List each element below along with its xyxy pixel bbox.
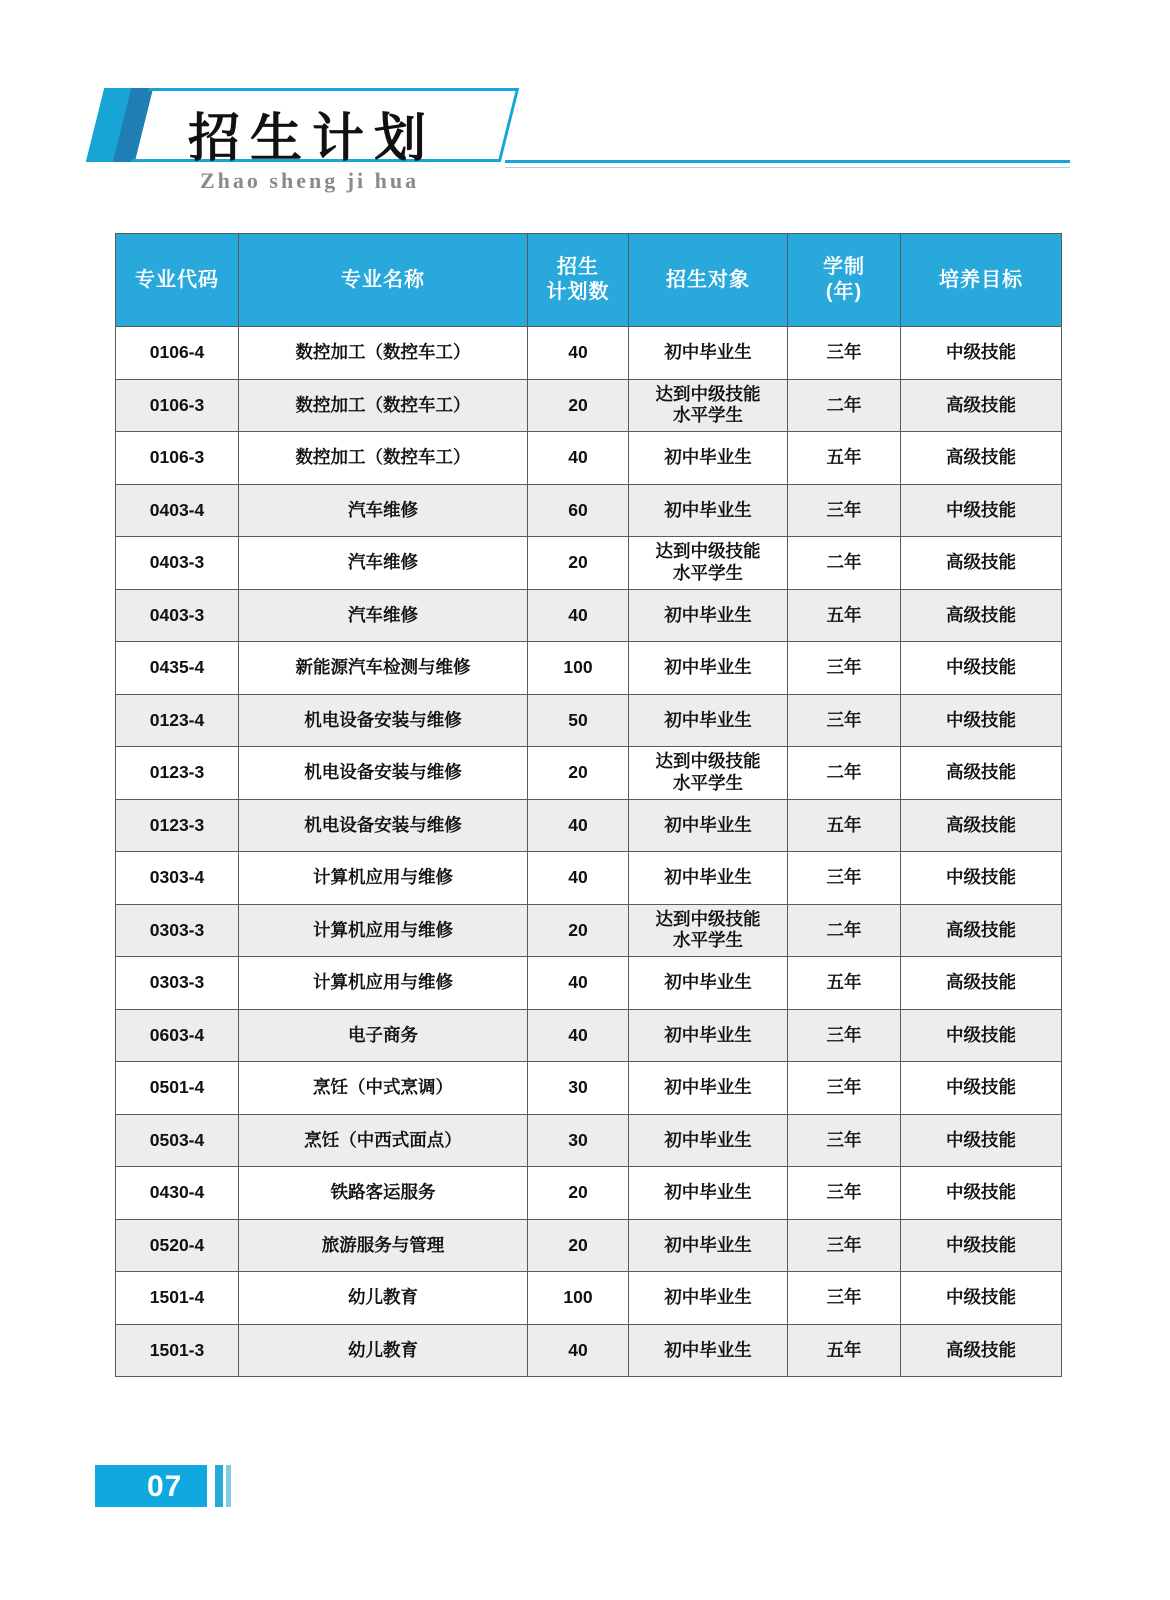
table-row	[116, 1272, 1062, 1325]
page-title: 招生计划	[188, 111, 437, 168]
column-header-line: 招生对象	[666, 268, 750, 291]
cell-duration: 三年	[788, 642, 901, 695]
cell-line: 初中毕业生	[664, 1287, 752, 1308]
cell-duration: 三年	[788, 694, 901, 747]
cell-goal: 中级技能	[901, 1009, 1062, 1062]
cell-duration: 五年	[788, 432, 901, 485]
cell-target	[629, 1167, 788, 1220]
cell-major-name: 汽车维修	[239, 589, 528, 642]
cell-quota: 50	[528, 694, 629, 747]
cell-major-code: 1501-3	[116, 1324, 239, 1377]
table-row	[116, 432, 1062, 485]
table-row	[116, 537, 1062, 590]
column-header-line: (年)	[825, 281, 863, 303]
table-row	[116, 747, 1062, 800]
cell-major-name: 机电设备安装与维修	[239, 799, 528, 852]
table-row	[116, 589, 1062, 642]
cell-goal: 中级技能	[901, 327, 1062, 380]
cell-major-code: 0123-4	[116, 694, 239, 747]
cell-goal: 中级技能	[901, 694, 1062, 747]
cell-line: 初中毕业生	[664, 342, 752, 363]
cell-line: 达到中级技能	[655, 751, 761, 772]
header-rule-thin	[505, 167, 1070, 168]
cell-major-name: 计算机应用与维修	[239, 852, 528, 905]
cell-line: 初中毕业生	[664, 499, 752, 520]
cell-major-code: 0403-3	[116, 537, 239, 590]
cell-major-name: 铁路客运服务	[239, 1167, 528, 1220]
cell-line: 初中毕业生	[664, 814, 752, 835]
cell-goal: 中级技能	[901, 642, 1062, 695]
cell-major-name: 汽车维修	[239, 537, 528, 590]
cell-target	[629, 1272, 788, 1325]
column-header-major-name	[239, 234, 528, 327]
cell-goal: 高级技能	[901, 589, 1062, 642]
cell-quota: 40	[528, 1324, 629, 1377]
table-row	[116, 694, 1062, 747]
cell-goal: 中级技能	[901, 1062, 1062, 1115]
cell-quota: 40	[528, 327, 629, 380]
cell-goal: 高级技能	[901, 904, 1062, 957]
cell-duration: 三年	[788, 1219, 901, 1272]
cell-major-code: 0123-3	[116, 747, 239, 800]
cell-major-name: 旅游服务与管理	[239, 1219, 528, 1272]
cell-goal: 高级技能	[901, 957, 1062, 1010]
cell-duration: 五年	[788, 1324, 901, 1377]
cell-duration: 五年	[788, 799, 901, 852]
table-row	[116, 904, 1062, 957]
column-header-major-code	[116, 234, 239, 327]
column-header-line: 专业代码	[135, 268, 219, 291]
cell-goal: 中级技能	[901, 1114, 1062, 1167]
table-row	[116, 327, 1062, 380]
cell-line: 达到中级技能	[655, 908, 761, 929]
cell-quota: 20	[528, 747, 629, 800]
cell-line: 达到中级技能	[655, 541, 761, 562]
cell-goal: 高级技能	[901, 747, 1062, 800]
table-row	[116, 1167, 1062, 1220]
table-header	[116, 234, 1062, 327]
cell-goal: 高级技能	[901, 1324, 1062, 1377]
cell-goal: 高级技能	[901, 537, 1062, 590]
cell-target	[629, 1219, 788, 1272]
cell-major-code: 1501-4	[116, 1272, 239, 1325]
cell-line: 水平学生	[673, 405, 743, 426]
cell-quota: 40	[528, 1009, 629, 1062]
header-rule-thick	[505, 160, 1070, 163]
cell-major-name: 机电设备安装与维修	[239, 747, 528, 800]
cell-major-name: 数控加工（数控车工）	[239, 379, 528, 432]
cell-duration: 三年	[788, 1062, 901, 1115]
cell-target	[629, 1324, 788, 1377]
cell-quota: 60	[528, 484, 629, 537]
cell-target	[629, 852, 788, 905]
cell-quota: 100	[528, 642, 629, 695]
cell-target	[629, 747, 788, 800]
cell-duration: 三年	[788, 1272, 901, 1325]
column-header-line: 计划数	[546, 281, 610, 303]
cell-goal: 高级技能	[901, 379, 1062, 432]
cell-line: 初中毕业生	[664, 657, 752, 678]
cell-duration: 三年	[788, 327, 901, 380]
table-row	[116, 379, 1062, 432]
cell-goal: 高级技能	[901, 799, 1062, 852]
cell-quota: 40	[528, 957, 629, 1010]
cell-duration: 三年	[788, 1114, 901, 1167]
cell-major-code: 0403-4	[116, 484, 239, 537]
cell-major-code: 0123-3	[116, 799, 239, 852]
cell-major-name: 汽车维修	[239, 484, 528, 537]
cell-major-name: 计算机应用与维修	[239, 904, 528, 957]
cell-duration: 三年	[788, 484, 901, 537]
cell-quota: 20	[528, 1167, 629, 1220]
cell-target	[629, 957, 788, 1010]
table-row	[116, 799, 1062, 852]
page-footer	[95, 1465, 295, 1507]
table-body	[116, 327, 1062, 1377]
cell-goal: 中级技能	[901, 1272, 1062, 1325]
cell-quota: 30	[528, 1114, 629, 1167]
cell-quota: 20	[528, 537, 629, 590]
cell-major-name: 烹饪（中式烹调）	[239, 1062, 528, 1115]
cell-duration: 二年	[788, 904, 901, 957]
column-header-line: 培养目标	[939, 268, 1023, 291]
cell-major-code: 0106-4	[116, 327, 239, 380]
cell-goal: 中级技能	[901, 484, 1062, 537]
cell-target	[629, 432, 788, 485]
cell-goal: 中级技能	[901, 1167, 1062, 1220]
cell-major-name: 电子商务	[239, 1009, 528, 1062]
cell-quota: 40	[528, 852, 629, 905]
cell-target	[629, 799, 788, 852]
cell-duration: 三年	[788, 852, 901, 905]
cell-line: 初中毕业生	[664, 972, 752, 993]
admission-plan-table-wrapper	[115, 233, 1055, 1377]
table-row	[116, 484, 1062, 537]
cell-target	[629, 327, 788, 380]
column-header-line: 学制	[823, 256, 865, 278]
column-header-duration	[788, 234, 901, 327]
cell-target	[629, 537, 788, 590]
cell-quota: 30	[528, 1062, 629, 1115]
cell-duration: 二年	[788, 747, 901, 800]
cell-major-code: 0435-4	[116, 642, 239, 695]
cell-target	[629, 589, 788, 642]
page-number: 07	[147, 1470, 183, 1503]
cell-quota: 20	[528, 904, 629, 957]
cell-line: 初中毕业生	[664, 1024, 752, 1045]
cell-line: 达到中级技能	[655, 383, 761, 404]
cell-quota: 40	[528, 799, 629, 852]
cell-major-name: 烹饪（中西式面点）	[239, 1114, 528, 1167]
cell-goal: 中级技能	[901, 1219, 1062, 1272]
cell-major-code: 0520-4	[116, 1219, 239, 1272]
table-row	[116, 852, 1062, 905]
cell-major-code: 0603-4	[116, 1009, 239, 1062]
column-header-quota	[528, 234, 629, 327]
cell-line: 初中毕业生	[664, 604, 752, 625]
page-header	[0, 72, 1170, 202]
cell-major-code: 0106-3	[116, 379, 239, 432]
cell-quota: 100	[528, 1272, 629, 1325]
cell-line: 初中毕业生	[664, 1129, 752, 1150]
footer-tick-secondary	[226, 1465, 231, 1507]
cell-major-code: 0503-4	[116, 1114, 239, 1167]
page-title-pinyin: Zhao sheng ji hua	[200, 168, 420, 193]
cell-major-name: 新能源汽车检测与维修	[239, 642, 528, 695]
footer-tick-primary	[215, 1465, 223, 1507]
cell-target	[629, 1062, 788, 1115]
cell-major-code: 0303-3	[116, 904, 239, 957]
cell-target	[629, 484, 788, 537]
cell-major-code: 0403-3	[116, 589, 239, 642]
cell-line: 初中毕业生	[664, 447, 752, 468]
cell-major-code: 0501-4	[116, 1062, 239, 1115]
cell-target	[629, 904, 788, 957]
cell-major-code: 0430-4	[116, 1167, 239, 1220]
cell-quota: 40	[528, 589, 629, 642]
table-row	[116, 1009, 1062, 1062]
cell-goal: 中级技能	[901, 852, 1062, 905]
cell-line: 初中毕业生	[664, 867, 752, 888]
cell-target	[629, 694, 788, 747]
cell-goal: 高级技能	[901, 432, 1062, 485]
cell-major-name: 幼儿教育	[239, 1324, 528, 1377]
cell-major-name: 数控加工（数控车工）	[239, 432, 528, 485]
cell-quota: 20	[528, 1219, 629, 1272]
admission-plan-table	[115, 233, 1062, 1377]
cell-line: 水平学生	[673, 772, 743, 793]
cell-duration: 二年	[788, 537, 901, 590]
table-row	[116, 642, 1062, 695]
cell-quota: 20	[528, 379, 629, 432]
cell-duration: 五年	[788, 589, 901, 642]
cell-target	[629, 379, 788, 432]
cell-major-name: 计算机应用与维修	[239, 957, 528, 1010]
table-row	[116, 1324, 1062, 1377]
cell-line: 水平学生	[673, 930, 743, 951]
cell-major-code: 0303-4	[116, 852, 239, 905]
cell-line: 初中毕业生	[664, 1182, 752, 1203]
table-row	[116, 957, 1062, 1010]
cell-target	[629, 1114, 788, 1167]
table-row	[116, 1219, 1062, 1272]
table-row	[116, 1114, 1062, 1167]
cell-major-code: 0106-3	[116, 432, 239, 485]
table-header-row	[116, 234, 1062, 327]
cell-target	[629, 642, 788, 695]
cell-line: 初中毕业生	[664, 709, 752, 730]
cell-major-name: 幼儿教育	[239, 1272, 528, 1325]
cell-duration: 五年	[788, 957, 901, 1010]
cell-quota: 40	[528, 432, 629, 485]
column-header-line: 专业名称	[341, 268, 425, 291]
cell-major-name: 机电设备安装与维修	[239, 694, 528, 747]
cell-line: 初中毕业生	[664, 1339, 752, 1360]
cell-duration: 三年	[788, 1167, 901, 1220]
cell-line: 初中毕业生	[664, 1077, 752, 1098]
cell-major-code: 0303-3	[116, 957, 239, 1010]
cell-line: 初中毕业生	[664, 1234, 752, 1255]
cell-duration: 三年	[788, 1009, 901, 1062]
table-row	[116, 1062, 1062, 1115]
column-header-goal	[901, 234, 1062, 327]
cell-duration: 二年	[788, 379, 901, 432]
column-header-target	[629, 234, 788, 327]
cell-target	[629, 1009, 788, 1062]
cell-line: 水平学生	[673, 562, 743, 583]
cell-major-name: 数控加工（数控车工）	[239, 327, 528, 380]
column-header-line: 招生	[557, 256, 599, 278]
